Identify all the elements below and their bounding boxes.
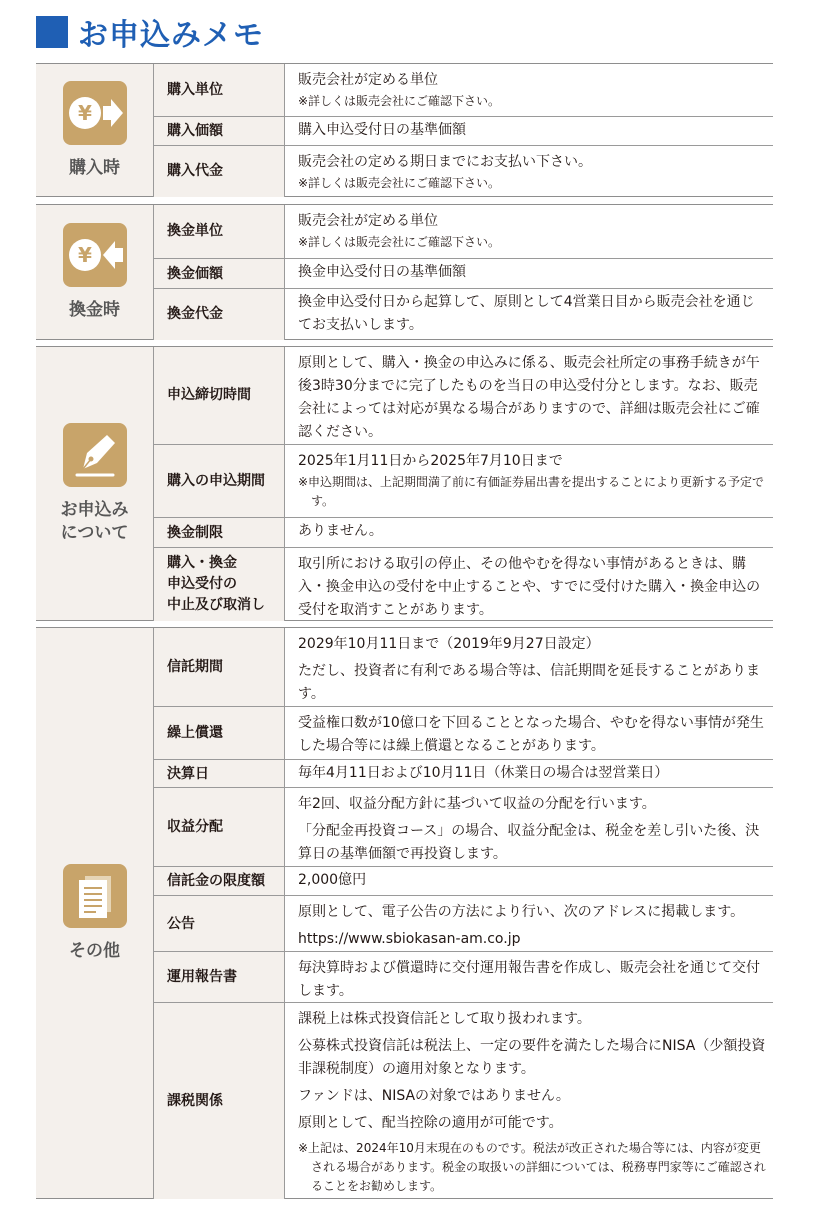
row-value: ありません。 — [298, 523, 383, 539]
row-value: 購入申込受付日の基準価額 — [298, 122, 466, 138]
row-value: 取引所における取引の停止、その他やむを得ない事情があるときは、購入・換金申込の受付を中止することや、すでに受付けた購入・換金申込の受付を取消すことがあります。 — [298, 556, 761, 618]
table-row — [153, 706, 773, 760]
row-value: 毎決算時および償還時に交付運用報告書を作成し、販売会社を通じて交付します。 — [298, 960, 760, 999]
table-row — [153, 895, 773, 952]
table-row — [153, 116, 773, 146]
yen-redeem-icon — [63, 223, 127, 287]
row-label: 購入価額 — [153, 117, 285, 146]
section-label: その他 — [69, 940, 120, 961]
row-value: 販売会社が定める単位 ※詳しくは販売会社にご確認下さい。 — [298, 213, 501, 249]
table-row — [153, 145, 773, 197]
row-label: 換金価額 — [153, 259, 285, 289]
table-row — [153, 517, 773, 548]
row-label: 購入単位 — [153, 64, 285, 116]
row-value: 2,000億円 — [298, 872, 367, 888]
row-label: 繰上償還 — [153, 707, 285, 760]
row-value: 受益権口数が10億口を下回ることとなった場合、やむを得ない事情が発生した場合等には繰上償還となることがあります。 — [298, 715, 764, 754]
section-side — [36, 64, 153, 196]
svg-text:¥: ¥ — [77, 242, 92, 267]
row-label: 購入の申込期間 — [153, 445, 285, 518]
row-label: 運用報告書 — [153, 952, 285, 1003]
svg-text:¥: ¥ — [77, 100, 92, 125]
table-row — [153, 288, 773, 340]
url-link[interactable]: https://www.sbiokasan-am.co.jp — [298, 931, 521, 947]
row-value: 2025年1月11日から2025年7月10日まで ※申込期間は、上記期間満了前に有価証券届出書を提出することにより更新する予定です。 — [298, 453, 765, 508]
row-value: 年2回、収益分配方針に基づいて収益の分配を行います。 「分配金再投資コース」の場合、収益分配金は、税金を差し引いた後、決算日の基準価額で再投資します。 — [298, 796, 760, 862]
table-row — [153, 444, 773, 518]
section-label: 購入時 — [69, 157, 120, 178]
row-value: 2029年10月11日まで（2019年9月27日設定） ただし、投資者に有利である場合等は、信託期間を延長することがあります。 — [298, 636, 760, 702]
row-label: 購入代金 — [153, 146, 285, 197]
table-row — [153, 951, 773, 1003]
table-row — [153, 258, 773, 289]
page-title-text: お申込みメモ — [78, 18, 264, 53]
row-label: 公告 — [153, 896, 285, 952]
table-row — [153, 759, 773, 788]
section-label: 換金時 — [69, 299, 120, 320]
section-application — [36, 346, 773, 621]
row-label: 申込締切時間 — [153, 347, 285, 444]
table-row — [153, 205, 773, 258]
table-row — [153, 1002, 773, 1199]
table-row — [153, 628, 773, 706]
row-value: 原則として、購入・換金の申込みに係る、販売会社所定の事務手続きが午後3時30分までに完了したものを当日の申込受付分とします。なお、販売会社によっては対応が異なる場合がありますので、詳細は販売会社にご確認ください。 — [298, 355, 760, 440]
row-label: 購入・換金 申込受付の 中止及び取消し — [153, 548, 285, 621]
row-value: 課税上は株式投資信託として取り扱われます。 公募株式投資信託は税法上、一定の要件を満たした場合にNISA（少額投資非課税制度）の適用対象となります。 ファンドは、NISAの対象ではありません。 原則として、配当控除の適用が可能です。 ※上記は、2024年10月末現在のものです。税法が改正された場合等には、内容が変更される場合があります。税金の取扱いの詳細については、税務専門家等にご確認されることをお勧めします。 — [298, 1011, 766, 1193]
table-row — [153, 787, 773, 867]
section-side — [36, 628, 153, 1198]
row-value: 換金申込受付日の基準価額 — [298, 264, 466, 280]
section-side — [36, 205, 153, 339]
row-value: 販売会社の定める期日までにお支払い下さい。 ※詳しくは販売会社にご確認下さい。 — [298, 154, 592, 190]
row-value: 換金申込受付日から起算して、原則として4営業日目から販売会社を通じてお支払いします。 — [298, 294, 755, 333]
row-label: 収益分配 — [153, 788, 285, 867]
section-side — [36, 347, 153, 620]
section-redemption — [36, 204, 773, 340]
yen-buy-icon — [63, 81, 127, 145]
table-row — [153, 64, 773, 116]
document-icon — [63, 864, 127, 928]
pen-icon — [63, 423, 127, 487]
row-label: 決算日 — [153, 760, 285, 788]
table-row — [153, 866, 773, 896]
row-label: 課税関係 — [153, 1003, 285, 1199]
section-label: お申込み について — [60, 499, 129, 543]
table-row — [153, 547, 773, 621]
table-row — [153, 347, 773, 444]
row-label: 換金代金 — [153, 289, 285, 340]
section-other — [36, 627, 773, 1199]
row-label: 換金制限 — [153, 518, 285, 548]
row-label: 信託期間 — [153, 628, 285, 706]
row-value: 原則として、電子公告の方法により行い、次のアドレスに掲載します。 https://www.sbiokasan-am.co.jp — [285, 896, 773, 952]
row-value: 販売会社が定める単位 ※詳しくは販売会社にご確認下さい。 — [298, 72, 501, 108]
section-purchase — [36, 63, 773, 197]
row-label: 信託金の限度額 — [153, 867, 285, 896]
row-value: 毎年4月11日および10月11日（休業日の場合は翌営業日） — [298, 765, 669, 781]
page-title — [36, 12, 264, 52]
title-marker — [36, 16, 68, 48]
row-label: 換金単位 — [153, 205, 285, 258]
